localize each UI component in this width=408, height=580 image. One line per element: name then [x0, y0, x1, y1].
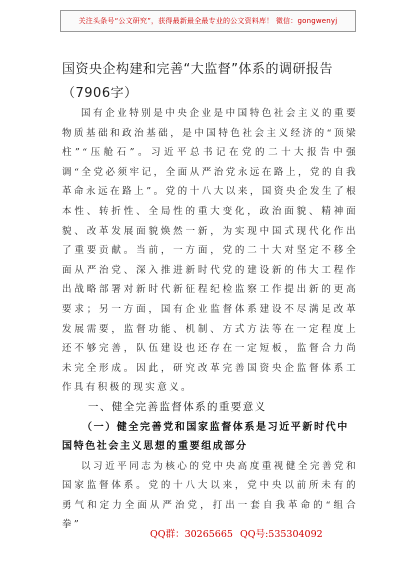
section-heading: 一、健全完善监督体系的重要意义: [88, 400, 267, 413]
document-title: 国资央企构建和完善“大监督”体系的调研报告（7906字）: [62, 62, 333, 101]
document-body: [62, 104, 358, 535]
header-banner: [60, 10, 356, 32]
subsection-heading: （一）健全完善党和国家监督体系是习近平新时代中国特色社会主义思想的重要组成部分: [62, 421, 349, 453]
header-banner-text: 关注头条号“公文研究”，获得最新最全最专业的公文资料库！ 微信：gongwenyj: [78, 17, 338, 25]
body-paragraph: 以习近平同志为核心的党中央高度重视健全完善党和国家监督体系。党的十八大以来，党中央以前所未有的勇气和定力全面从严治党，打出一套自我革命的“组合拳”: [62, 460, 358, 531]
footer-qq-number: QQ号:535304092: [240, 529, 323, 540]
intro-paragraph: 国有企业特别是中央企业是中国特色社会主义的重要物质基础和政治基础，是中国特色社会主义经济的“顶梁柱”“压舱石”。习近平总书记在党的二十大报告中强调“全党必须牢记，全面从严治党永远在路上，党的自我革命永远在路上”。党的十八大以来，国资央企发生了根本性、转折性、全局性的重大变化，政治面貌、精神面貌、改革发展面貌焕然一新，为实现中国式现代化作出了重要贡献。当前，一方面，党的二十大对坚定不移全面从严治党、深入推进新时代党的建设新的伟大工程作出战略部署对新时代新征程纪检监察工作提出新的更高要求；另一方面，国有企业监督体系建设不尽满足改革发展需要，监督功能、机制、方式方法等在一定程度上还不够完善，队伍建设也还存在一定短板，监督合力尚未完全形成。因此，研究改革完善国资央企监督体系工作具有积极的现实意义。: [62, 108, 358, 394]
footer-qq-group: QQ群：30265665: [150, 529, 233, 540]
